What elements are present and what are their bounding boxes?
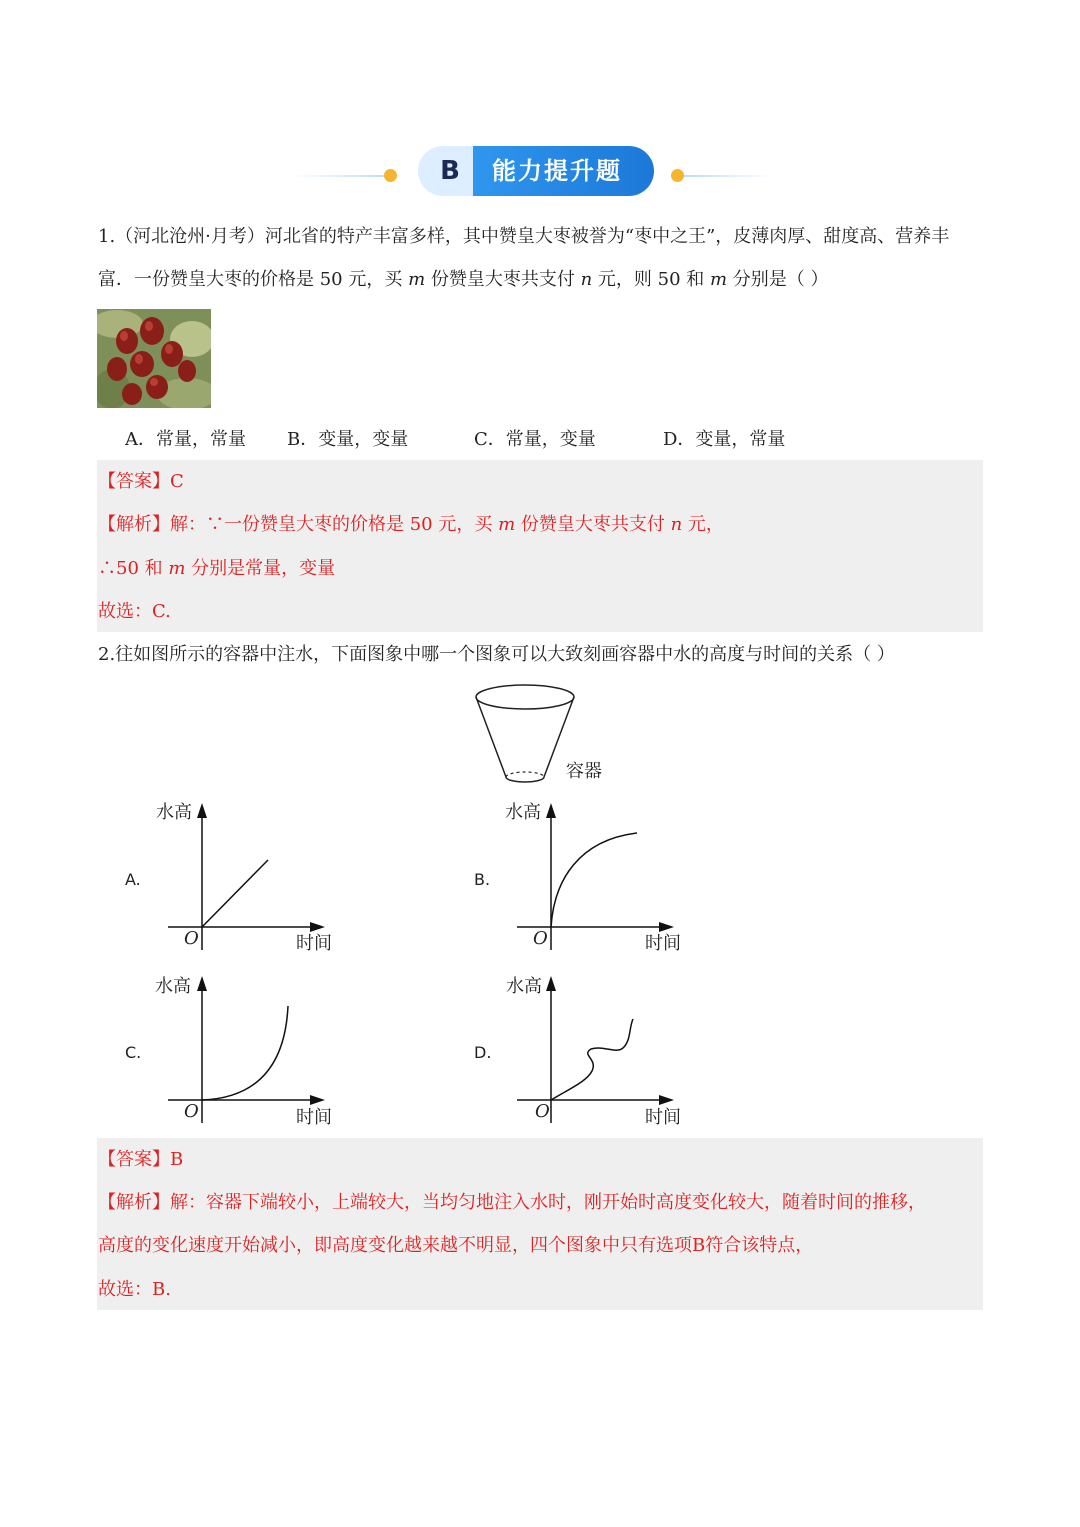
q1-answer: 【答案】C (98, 471, 184, 492)
graph-d-ylabel: 水高 (506, 976, 542, 997)
q2-stem: 2.往如图所示的容器中注水，下面图象中哪一个图象可以大致刻画容器中水的高度与时间的关系（ ） (98, 644, 895, 665)
graph-a (160, 800, 330, 950)
graph-d (509, 973, 679, 1123)
option-d-label: D. (474, 1043, 492, 1062)
container-label: 容器 (566, 761, 602, 782)
graph-a-ylabel: 水高 (156, 802, 192, 823)
header-line-right (684, 175, 772, 177)
q1-stem-line1: 1.（河北沧州·月考）河北省的特产丰富多样，其中赞皇大枣被誉为“枣中之王”，皮薄肉厚、甜度高、营养丰 (98, 226, 950, 247)
graph-a-origin: O (184, 928, 199, 949)
jujube-photo (97, 309, 211, 408)
option-c-label: C. (125, 1043, 142, 1062)
section-title: 能力提升题 (492, 157, 622, 185)
graph-d-xlabel: 时间 (645, 1107, 681, 1128)
graph-c-xlabel: 时间 (296, 1107, 332, 1128)
graph-c-ylabel: 水高 (155, 976, 191, 997)
q2-analysis-line2: 高度的变化速度开始减小，即高度变化越来越不明显，四个图象中只有选项B符合该特点， (98, 1235, 814, 1256)
graph-b (509, 800, 679, 950)
graph-a-xlabel: 时间 (296, 933, 332, 954)
q2-analysis-line1: 【解析】解：容器下端较小，上端较大，当均匀地注入水时，刚开始时高度变化较大，随着时间的推移， (98, 1192, 926, 1213)
q2-choose: 故选：B. (98, 1279, 171, 1300)
q1-answer-panel (97, 460, 983, 632)
graph-d-origin: O (535, 1101, 550, 1122)
section-letter: B (440, 156, 460, 186)
q2-answer: 【答案】B (98, 1149, 184, 1170)
q1-option-b: B．变量，变量 (287, 429, 409, 450)
q1-stem-line2: 富．一份赞皇大枣的价格是 50 元，买 m 份赞皇大枣共支付 n 元，则 50 和 m 分别是（ ） (98, 269, 829, 290)
graph-b-ylabel: 水高 (505, 802, 541, 823)
q1-analysis-line1: 【解析】解：∵一份赞皇大枣的价格是 50 元，买 m 份赞皇大枣共支付 n 元， (98, 514, 724, 535)
q1-option-d: D．变量，常量 (663, 429, 786, 450)
section-header (418, 146, 654, 196)
header-line-left (292, 175, 390, 177)
q1-analysis-line2: ∴50 和 m 分别是常量，变量 (98, 558, 336, 579)
header-dot-right (671, 169, 684, 182)
option-a-label: A. (125, 870, 141, 889)
q1-option-c: C．常量，变量 (474, 429, 596, 450)
q1-choose: 故选：C. (98, 601, 171, 622)
graph-c (160, 973, 330, 1123)
header-dot-left (384, 169, 397, 182)
graph-c-origin: O (184, 1101, 199, 1122)
q2-answer-panel (97, 1138, 983, 1310)
graph-b-xlabel: 时间 (645, 933, 681, 954)
option-b-label: B. (474, 870, 491, 889)
graph-b-origin: O (533, 928, 548, 949)
q1-option-a: A．常量，常量 (125, 429, 246, 450)
